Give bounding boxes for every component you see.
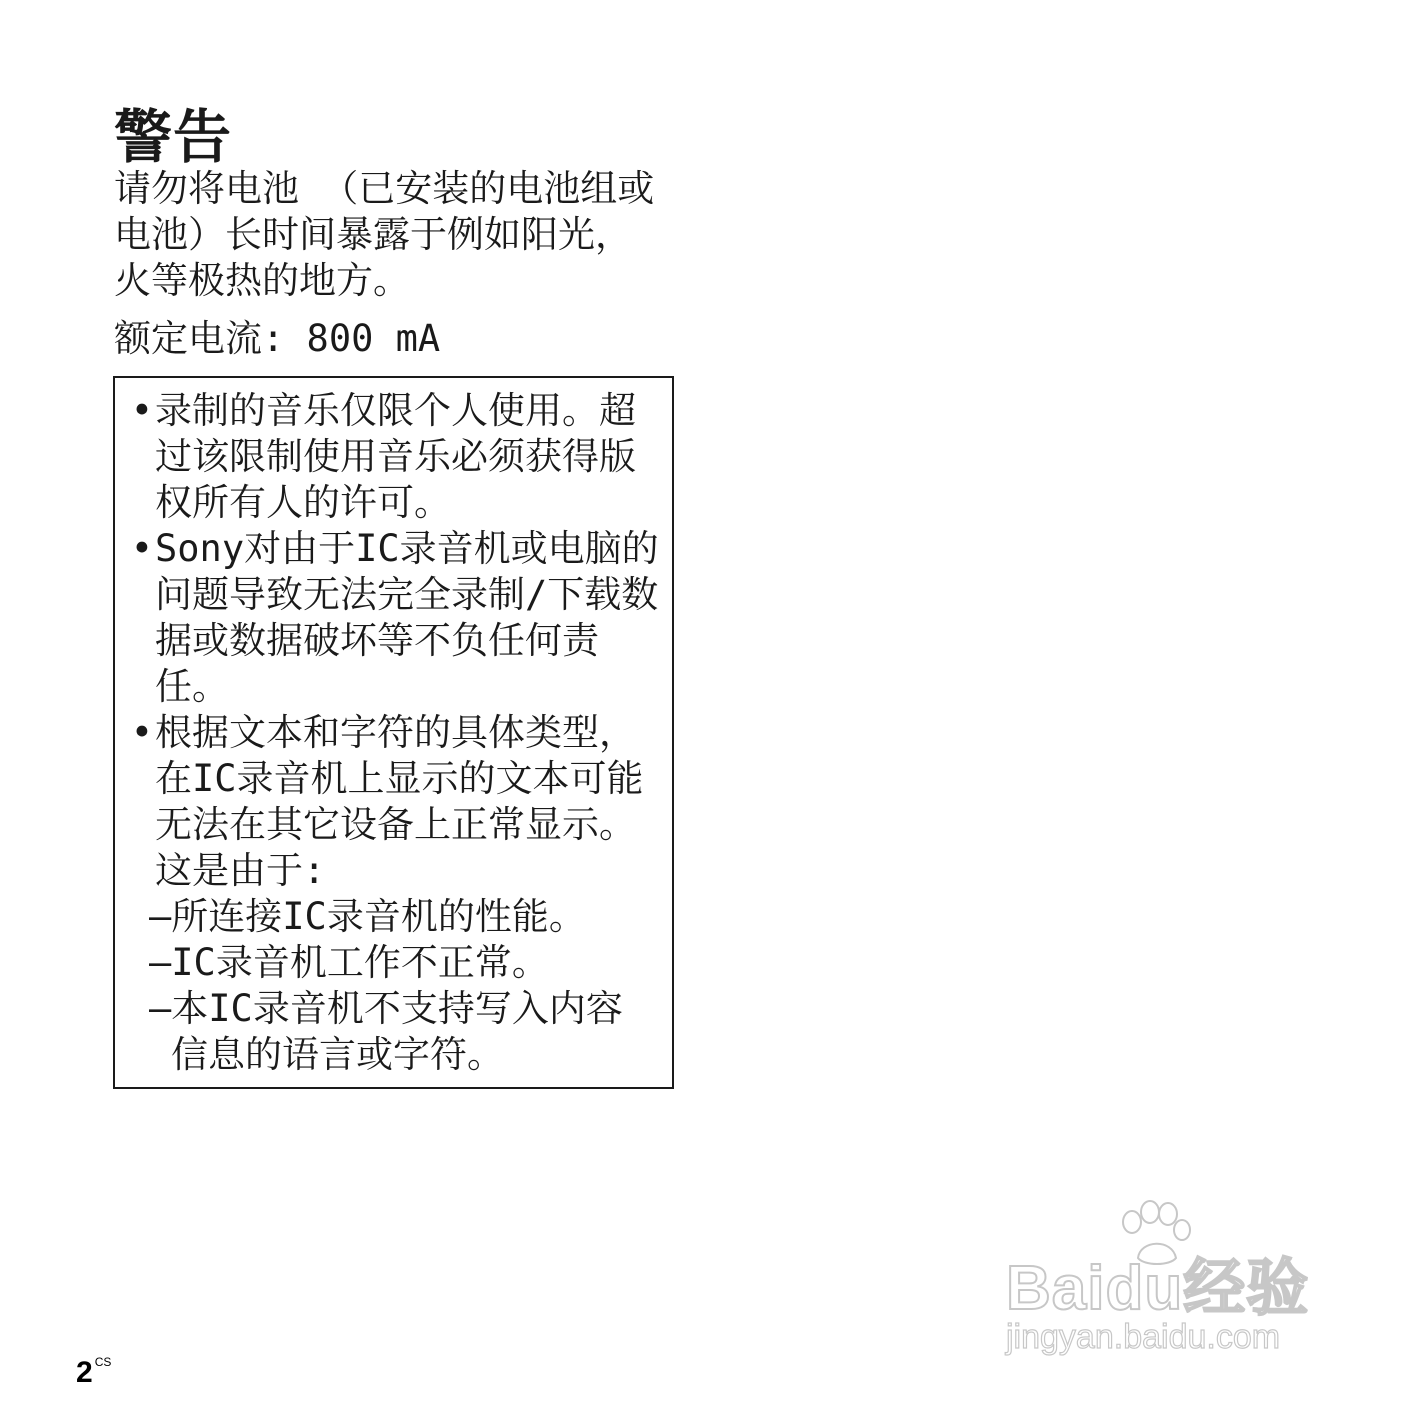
list-item-line: 无法在其它设备上正常显示。: [155, 803, 636, 846]
page-number-value: 2: [76, 1356, 93, 1389]
warning-line: 电池）长时间暴露于例如阳光，: [114, 213, 632, 256]
battery-warning-text: [114, 166, 684, 304]
notice-box: [113, 376, 674, 1089]
bullet-icon: •: [131, 711, 153, 754]
list-item-line: 根据文本和字符的具体类型，: [155, 711, 636, 754]
notice-list: [129, 388, 669, 1078]
page-number: [76, 1345, 111, 1390]
sub-list-item: –所连接IC录音机的性能。: [149, 895, 586, 938]
list-item: [129, 526, 669, 710]
baidu-watermark: [1000, 1200, 1340, 1370]
list-item-line: 问题导致无法完全录制/下载数: [155, 573, 659, 616]
list-item-line: 过该限制使用音乐必须获得版: [155, 435, 636, 478]
watermark-brand: Baidu经验: [1006, 1254, 1310, 1323]
list-item-line: 任。: [155, 665, 229, 708]
warning-line: 火等极热的地方。: [114, 259, 410, 302]
list-item-line: 据或数据破坏等不负任何责: [155, 619, 599, 662]
sub-list-item-continuation: 信息的语言或字符。: [171, 1033, 504, 1076]
list-item-line: Sony对由于IC录音机或电脑的: [155, 527, 659, 570]
page-number-suffix: CS: [94, 1355, 112, 1369]
sub-list-item: –本IC录音机不支持写入内容: [149, 987, 623, 1030]
bullet-icon: •: [131, 389, 153, 432]
warning-line: 请勿将电池 （已安装的电池组或: [114, 167, 655, 210]
page-title: 警告: [114, 103, 233, 171]
list-item-line: 这是由于:: [155, 849, 326, 892]
list-item-line: 权所有人的许可。: [155, 481, 451, 524]
rated-current: 额定电流: 800 mA: [114, 317, 441, 360]
list-item: [129, 710, 669, 1078]
list-item-line: 录制的音乐仅限个人使用。超: [155, 389, 636, 432]
list-item: [129, 388, 669, 526]
list-item-line: 在IC录音机上显示的文本可能: [155, 757, 644, 800]
sub-list-item: –IC录音机工作不正常。: [149, 941, 549, 984]
watermark-url: jingyan.baidu.com: [1006, 1318, 1281, 1356]
bullet-icon: •: [131, 527, 153, 570]
